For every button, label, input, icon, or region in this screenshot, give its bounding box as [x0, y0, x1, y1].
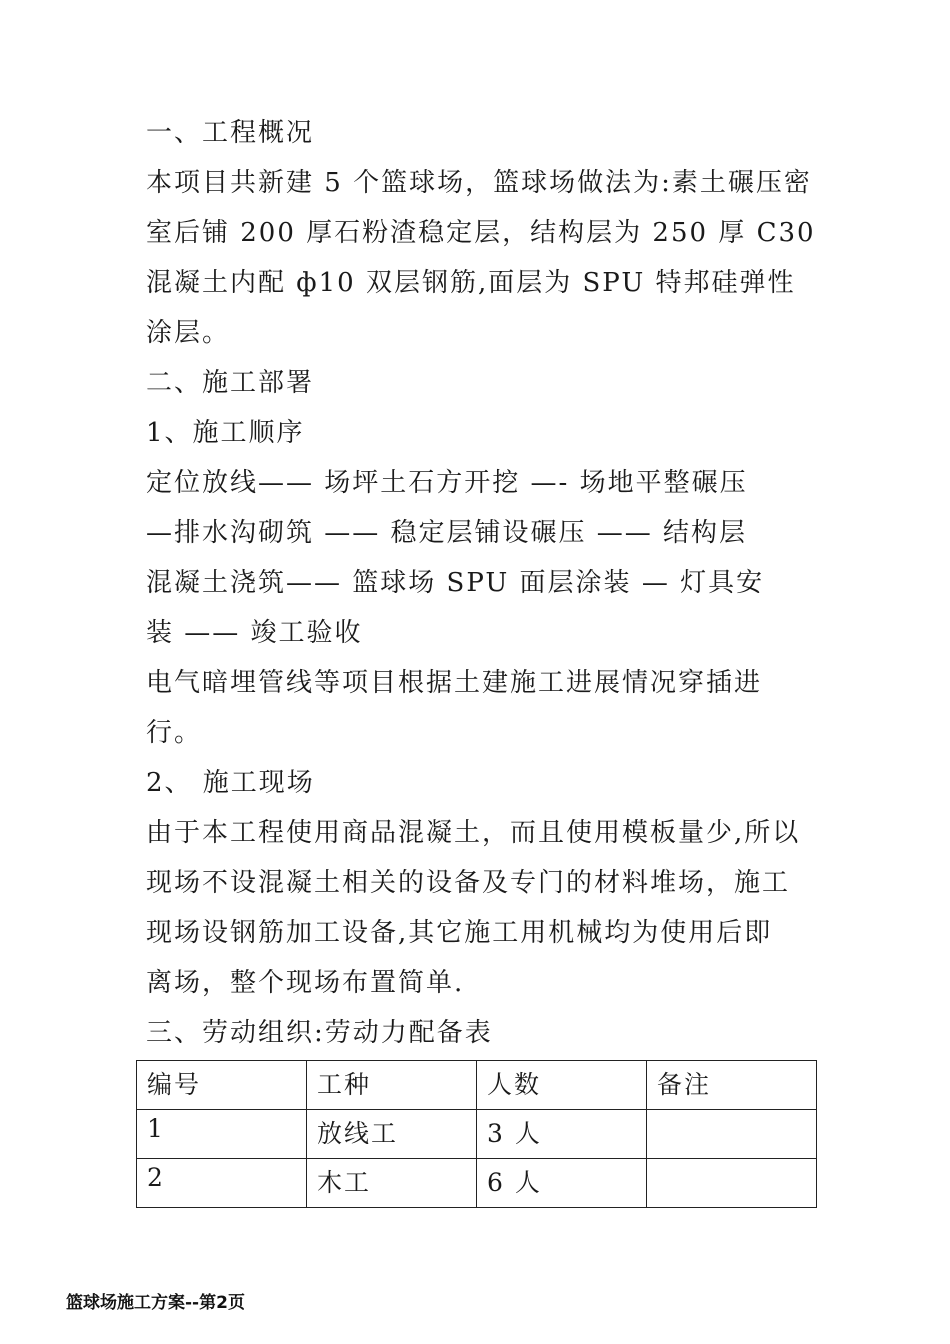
document-body: [146, 108, 818, 1058]
table-header-row: [137, 1061, 817, 1110]
paragraph-line: 由于本工程使用商品混凝土，而且使用模板量少,所以: [146, 818, 801, 848]
paragraph-line: 室后铺 200 厚石粉渣稳定层，结构层为 250 厚 C30: [146, 218, 816, 248]
subheading-site: 2、 施工现场: [146, 768, 315, 798]
paragraph-line: 混凝土内配 ф10 双层钢筋,面层为 SPU 特邦硅弹性: [146, 268, 796, 298]
table-cell: 6 人: [477, 1159, 647, 1208]
labor-table: [136, 1060, 817, 1208]
paragraph-line: —排水沟砌筑 —— 稳定层铺设碾压 —— 结构层: [146, 518, 748, 548]
table-cell: 1: [137, 1110, 307, 1159]
table-header-cell: 工种: [307, 1061, 477, 1110]
paragraph-line: 涂层。: [146, 318, 231, 348]
paragraph-line: 定位放线—— 场坪土石方开挖 —- 场地平整碾压: [146, 468, 748, 498]
table-header-cell: 编号: [137, 1061, 307, 1110]
paragraph-line: 现场设钢筋加工设备,其它施工用机械均为使用后即: [146, 918, 773, 948]
table-row: [137, 1110, 817, 1159]
subheading-sequence: 1、施工顺序: [146, 418, 305, 448]
table-cell: 木工: [307, 1159, 477, 1208]
table-cell: [647, 1110, 817, 1159]
section-heading-overview: 一、工程概况: [146, 118, 315, 148]
table-cell: 放线工: [307, 1110, 477, 1159]
table-cell: 2: [137, 1159, 307, 1208]
section-heading-deployment: 二、施工部署: [146, 368, 315, 398]
table-cell: 3 人: [477, 1110, 647, 1159]
paragraph-line: 离场，整个现场布置简单.: [146, 968, 465, 998]
paragraph-line: 混凝土浇筑—— 篮球场 SPU 面层涂装 — 灯具安: [146, 568, 765, 598]
table-cell: [647, 1159, 817, 1208]
paragraph-line: 行。: [146, 718, 203, 748]
section-heading-labor: 三、劳动组织:劳动力配备表: [146, 1018, 493, 1048]
table-row: [137, 1159, 817, 1208]
paragraph-line: 现场不设混凝土相关的设备及专门的材料堆场，施工: [146, 868, 791, 898]
paragraph-line: 电气暗埋管线等项目根据土建施工进展情况穿插进: [146, 668, 763, 698]
table-header-cell: 人数: [477, 1061, 647, 1110]
paragraph-line: 装 —— 竣工验收: [146, 618, 363, 648]
table-header-cell: 备注: [647, 1061, 817, 1110]
paragraph-line: 本项目共新建 5 个篮球场，篮球场做法为:素土碾压密: [146, 168, 812, 198]
page-footer: 篮球场施工方案--第2页: [66, 1293, 245, 1313]
